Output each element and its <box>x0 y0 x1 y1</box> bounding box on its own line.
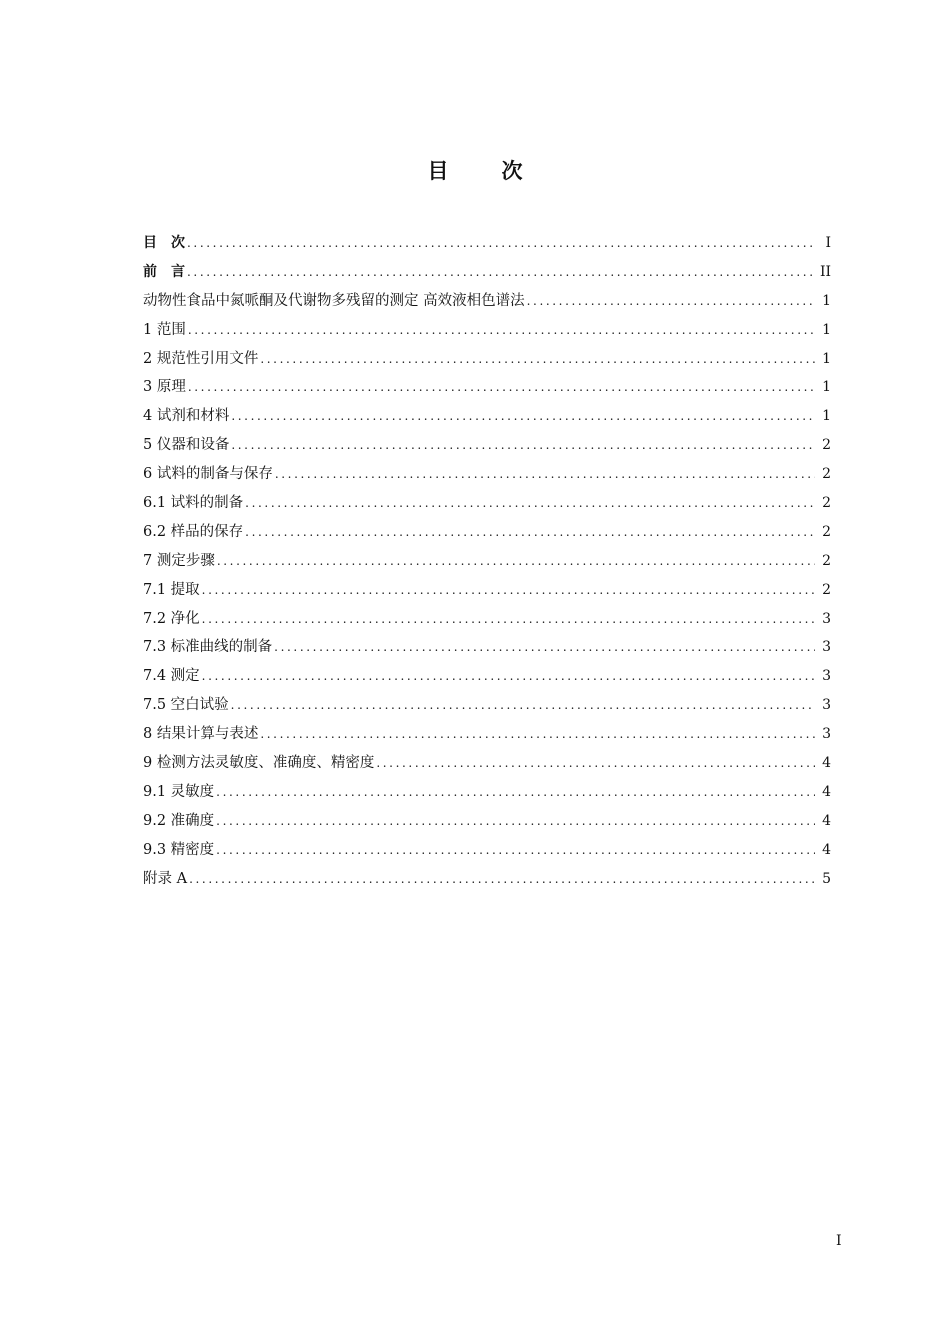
toc-leader-dots <box>216 807 815 836</box>
toc-entry-page: 2 <box>822 495 831 512</box>
toc-entry-page: 4 <box>822 755 831 772</box>
toc-entry[interactable] <box>143 691 831 720</box>
toc-entry-label: 6.1 试料的制备 <box>143 495 244 512</box>
toc-entry-label: 7.3 标准曲线的制备 <box>143 639 273 656</box>
toc-leader-dots <box>260 345 815 374</box>
toc-entry-label: 6.2 样品的保存 <box>143 523 244 540</box>
toc-entry-label: 9.3 精密度 <box>143 841 215 858</box>
toc-leader-dots <box>187 258 815 287</box>
toc-entry-label: 9.1 灵敏度 <box>143 783 215 800</box>
toc-leader-dots <box>527 287 815 316</box>
toc-entry[interactable] <box>143 460 831 489</box>
toc-entry-label: 7.1 提取 <box>143 581 200 598</box>
toc-leader-dots <box>188 316 815 345</box>
toc-entry-page: 1 <box>822 379 831 396</box>
toc-entry-page: 2 <box>822 466 831 483</box>
toc-entry-page: II <box>819 263 831 280</box>
toc-entry[interactable] <box>143 836 831 865</box>
toc-leader-dots <box>217 547 815 576</box>
toc-entry[interactable] <box>143 402 831 431</box>
toc-entry[interactable] <box>143 720 831 749</box>
toc-entry-label: 3 原理 <box>143 379 186 396</box>
toc-leader-dots <box>216 836 815 865</box>
toc-entry[interactable] <box>143 229 831 258</box>
toc-entry[interactable] <box>143 345 831 374</box>
toc-entry-label: 动物性食品中氮哌酮及代谢物多残留的测定 高效液相色谱法 <box>143 292 525 309</box>
toc-entry-page: 4 <box>822 812 831 829</box>
toc-entry-page: 5 <box>822 870 831 887</box>
toc-entry-page: 4 <box>822 841 831 858</box>
toc-entry-page: 2 <box>822 523 831 540</box>
toc-entry[interactable] <box>143 316 831 345</box>
page-title: 目 次 <box>427 159 539 183</box>
toc-entry-page: 3 <box>822 639 831 656</box>
toc-leader-dots <box>231 691 815 720</box>
toc-entry-label: 1 范围 <box>143 321 186 338</box>
toc-entry[interactable] <box>143 547 831 576</box>
toc-entry-label: 9 检测方法灵敏度、准确度、精密度 <box>143 755 375 772</box>
toc-entry[interactable] <box>143 633 831 662</box>
toc-entry-page: 3 <box>822 610 831 627</box>
toc-entry[interactable] <box>143 605 831 634</box>
toc-entry-label: 7.2 净化 <box>143 610 200 627</box>
toc-entry-page: 1 <box>822 292 831 309</box>
toc-entry-page: 3 <box>822 668 831 685</box>
toc-entry-label: 7 测定步骤 <box>143 552 215 569</box>
toc-leader-dots <box>231 431 815 460</box>
toc-entry[interactable] <box>143 518 831 547</box>
toc-entry[interactable] <box>143 287 831 316</box>
toc-entry[interactable] <box>143 373 831 402</box>
toc-entry-label: 9.2 准确度 <box>143 812 215 829</box>
toc-entry-page: I <box>825 235 831 251</box>
toc-entry[interactable] <box>143 807 831 836</box>
toc-leader-dots <box>188 373 815 402</box>
toc-leader-dots <box>245 489 815 518</box>
toc-entry-page: 2 <box>822 437 831 454</box>
toc-entry-label: 5 仪器和设备 <box>143 437 230 454</box>
toc-entry-label: 2 规范性引用文件 <box>143 350 259 367</box>
toc-entry[interactable] <box>143 662 831 691</box>
toc-leader-dots <box>245 518 815 547</box>
toc-entry-label: 6 试料的制备与保存 <box>143 466 273 483</box>
toc-entry-page: 3 <box>822 697 831 714</box>
toc-entry-page: 2 <box>822 581 831 598</box>
toc-leader-dots <box>202 662 815 691</box>
toc-leader-dots <box>189 865 815 894</box>
toc-leader-dots <box>275 460 815 489</box>
toc-entry[interactable] <box>143 258 831 287</box>
toc-entry[interactable] <box>143 431 831 460</box>
toc-leader-dots <box>202 605 815 634</box>
toc-entry-label: 4 试剂和材料 <box>143 408 230 425</box>
toc-entry-page: 1 <box>822 350 831 367</box>
toc-entry-page: 1 <box>822 321 831 338</box>
toc-entry[interactable] <box>143 749 831 778</box>
toc-entry[interactable] <box>143 865 831 894</box>
toc-entry-page: 1 <box>822 408 831 425</box>
toc-leader-dots <box>376 749 815 778</box>
toc-leader-dots <box>260 720 815 749</box>
table-of-contents <box>143 229 831 893</box>
toc-leader-dots <box>202 576 815 605</box>
toc-entry-label: 前 言 <box>143 263 185 280</box>
toc-leader-dots <box>216 778 815 807</box>
toc-entry[interactable] <box>143 778 831 807</box>
toc-leader-dots <box>274 633 815 662</box>
toc-entry[interactable] <box>143 576 831 605</box>
toc-entry-label: 目 次 <box>143 235 185 251</box>
toc-entry-page: 4 <box>822 783 831 800</box>
toc-entry-label: 8 结果计算与表述 <box>143 726 259 743</box>
toc-entry-label: 7.4 测定 <box>143 668 200 685</box>
toc-entry-label: 7.5 空白试验 <box>143 697 229 714</box>
page-number: I <box>836 1233 842 1249</box>
toc-entry-page: 3 <box>822 726 831 743</box>
toc-leader-dots <box>187 229 815 258</box>
toc-entry-page: 2 <box>822 552 831 569</box>
toc-entry[interactable] <box>143 489 831 518</box>
toc-leader-dots <box>231 402 815 431</box>
toc-entry-label: 附录 A <box>143 870 188 887</box>
